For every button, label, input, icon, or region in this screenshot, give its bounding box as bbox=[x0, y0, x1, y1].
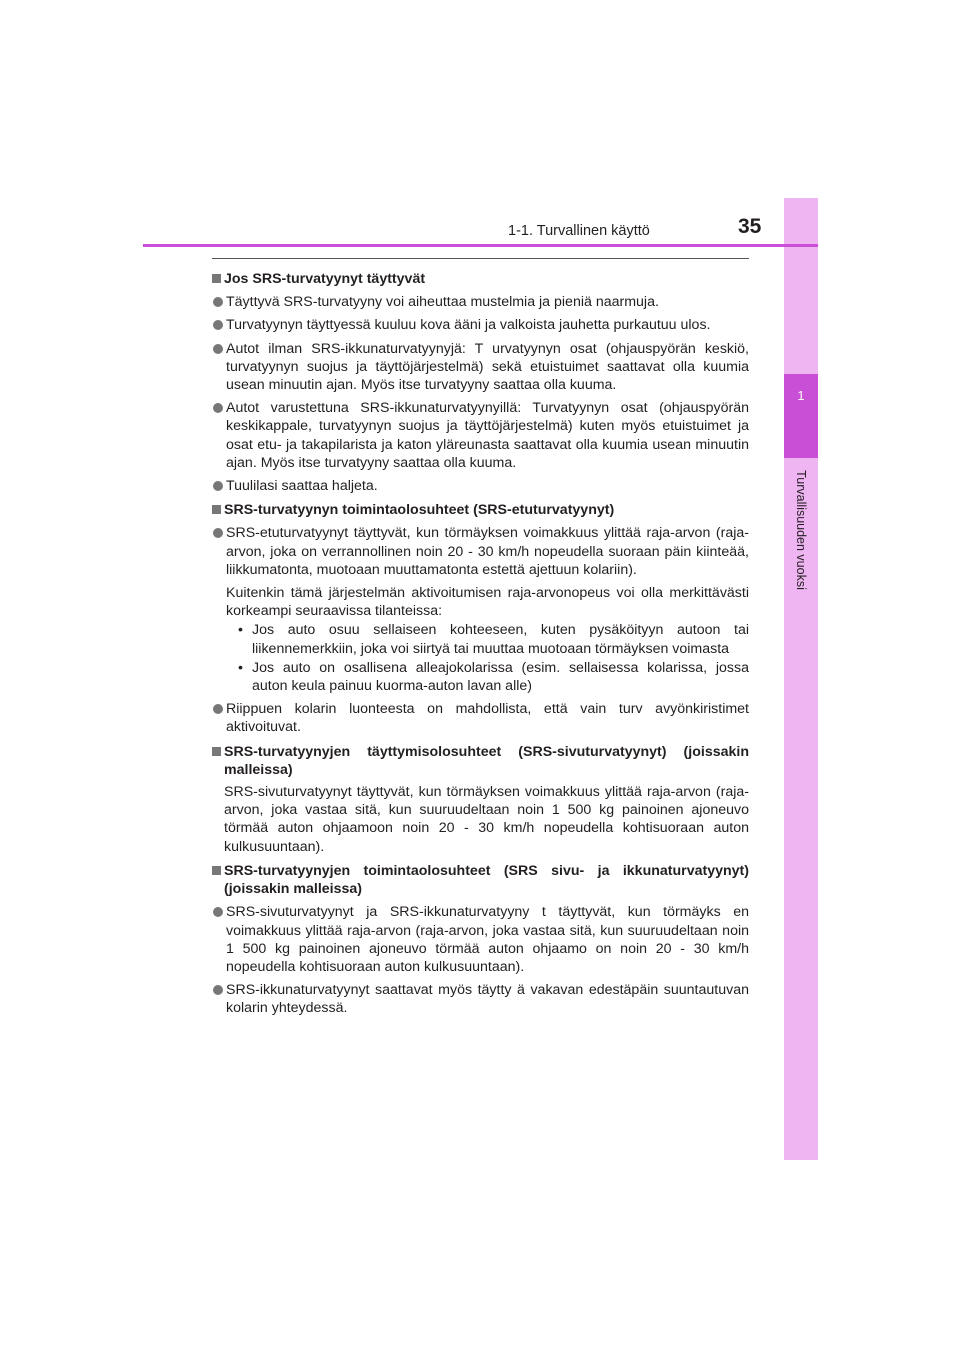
circle-bullet-icon bbox=[213, 297, 223, 307]
section-heading: SRS-turvatyynyn toimintaolosuhteet (SRS-etuturvatyynyt) bbox=[212, 501, 749, 519]
sub-bullet-marker: • bbox=[238, 622, 243, 639]
chapter-number: 1 bbox=[797, 388, 805, 403]
circle-bullet-icon bbox=[213, 320, 223, 330]
chapter-name: Turvallisuuden vuoksi bbox=[794, 470, 808, 590]
circle-bullet-icon bbox=[213, 907, 223, 917]
bullet-item: Tuulilasi saattaa haljeta. bbox=[212, 477, 749, 495]
bullet-item: Riippuen kolarin luonteesta on mahdollista, että vain turv avyönkiristimet aktivoituvat. bbox=[212, 700, 749, 736]
circle-bullet-icon bbox=[213, 528, 223, 538]
bullet-item: Turvatyynyn täyttyessä kuuluu kova ääni ja valkoista jauhetta purkautuu ulos. bbox=[212, 316, 749, 334]
bullet-item: SRS-etuturvatyynyt täyttyvät, kun törmäyksen voimakkuus ylittää raja-arvon (raja-arvon, joka on verrannollinen noin 20 - 30 km/h nopeudella suoraan päin kiinteää, liikkumatonta, muotoaan muuttamatonta estettä ajettuun kolariin). bbox=[212, 524, 749, 579]
sub-list-item: • Jos auto osuu sellaiseen kohteeseen, kuten pysäköityyn autoon tai liikennemerkkiin, joka voi siirtyä tai muuttaa muotoaan törmäyksen voimasta bbox=[238, 622, 749, 657]
bullet-item: SRS-ikkunaturvatyynyt saattavat myös täytty ä vakavan edestäpäin suuntautuvan kolarin yhteydessä. bbox=[212, 981, 749, 1017]
page-number: 35 bbox=[738, 215, 762, 238]
square-bullet-icon bbox=[212, 505, 221, 514]
bullet-item: Täyttyvä SRS-turvatyyny voi aiheuttaa mustelmia ja pieniä naarmuja. bbox=[212, 293, 749, 311]
bullet-item: Autot varustettuna SRS-ikkunaturvatyynyillä: Turvatyynyn osat (ohjauspyörän keskikappale, turvatyynyn suojus ja täyttöjärjestelmä) kuten myös etuistuimet ja osat etu- ja takapilarista ja katon yläreunasta saattavat olla kuumia usean minuutin ajan. Myös itse turvatyyny saattaa olla kuuma. bbox=[212, 399, 749, 472]
square-bullet-icon bbox=[212, 747, 221, 756]
section-title: 1-1. Turvallinen käyttö bbox=[508, 223, 650, 239]
circle-bullet-icon bbox=[213, 985, 223, 995]
circle-bullet-icon bbox=[213, 481, 223, 491]
bullet-item: Autot ilman SRS-ikkunaturvatyynyjä: T urvatyynyn osat (ohjauspyörän keskiö, turvatyynyn suojus ja täyttöjärjestelmä) sekä etuistuimet saattavat olla kuumia usean minuutin ajan. Myös itse turvatyyny saattaa olla kuuma. bbox=[212, 340, 749, 395]
circle-bullet-icon bbox=[213, 704, 223, 714]
paragraph: Kuitenkin tämä järjestelmän aktivoitumisen raja-arvonopeus voi olla merkittävästi korkeampi seuraavissa tilanteissa: bbox=[226, 585, 749, 620]
top-rule bbox=[212, 258, 749, 259]
circle-bullet-icon bbox=[213, 344, 223, 354]
chapter-side-tab bbox=[784, 198, 818, 1160]
paragraph: SRS-sivuturvatyynyt täyttyvät, kun törmäyksen voimakkuus ylittää raja-arvon (raja-arvon, joka vastaa sitä, kun suuruudeltaan noin 1 500 kg painoinen ajoneuvo törmää auton ohjaamoon noin 20 - 30 km/h nopeudella kohtisuoraan auton kulkusuuntaan). bbox=[224, 784, 749, 855]
circle-bullet-icon bbox=[213, 403, 223, 413]
square-bullet-icon bbox=[212, 866, 221, 875]
chapter-side-tab-active[interactable] bbox=[784, 374, 818, 458]
header-line bbox=[143, 244, 818, 247]
bullet-item: SRS-sivuturvatyynyt ja SRS-ikkunaturvatyyny t täyttyvät, kun törmäyks en voimakkuus ylittää raja-arvon (raja-arvon, joka vastaa sitä, kun suuruudeltaan noin 1 500 kg painoinen ajoneuvo törmää auton ohjaamo on noin 20 - 30 km/h nopeudella kohtisuoraan auton kulkusuuntaan). bbox=[212, 903, 749, 976]
section-heading: Jos SRS-turvatyynyt täyttyvät bbox=[212, 270, 749, 288]
sub-bullet-marker: • bbox=[238, 659, 243, 676]
sub-list-item: • Jos auto on osallisena alleajokolarissa (esim. sellaisessa kolarissa, jossa auton keula painuu kuorma-auton lavan alle) bbox=[238, 659, 749, 695]
page-content bbox=[212, 264, 749, 1018]
section-heading: SRS-turvatyynyjen täyttymisolosuhteet (SRS-sivuturvatyynyt) (joissakin malleissa) bbox=[212, 743, 749, 779]
section-heading: SRS-turvatyynyjen toimintaolosuhteet (SRS sivu- ja ikkunaturvatyynyt) (joissakin malleissa) bbox=[212, 862, 749, 898]
square-bullet-icon bbox=[212, 274, 221, 283]
